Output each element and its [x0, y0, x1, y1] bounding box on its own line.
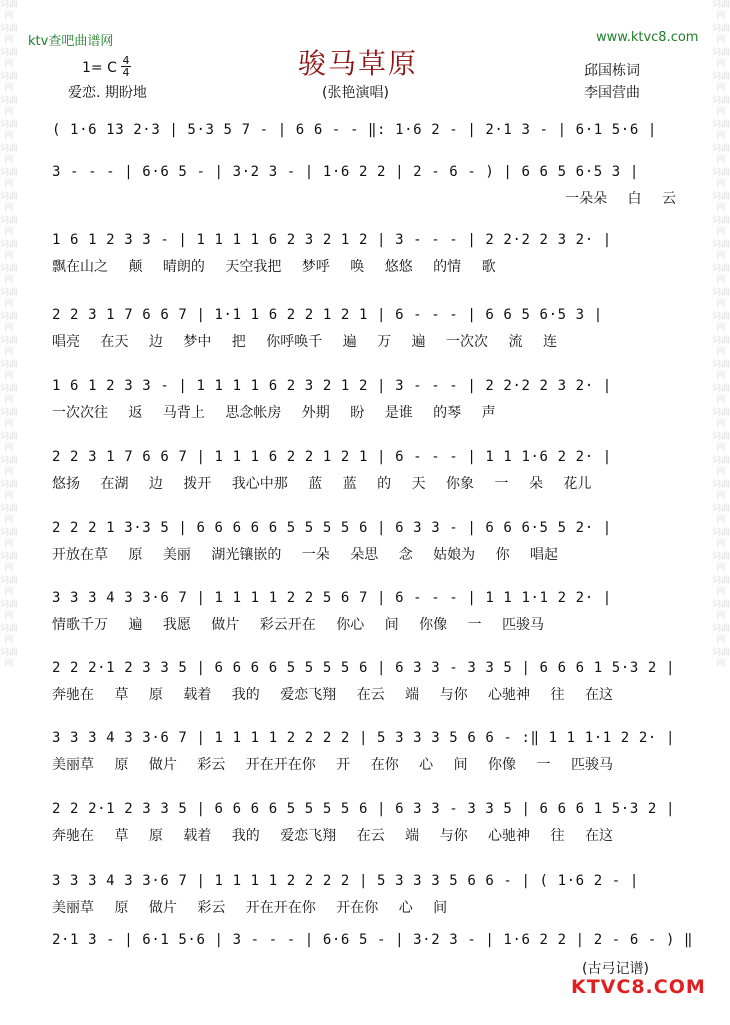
time-signature-bottom: 4	[122, 66, 130, 79]
lyricist-credit: 邱国栋词	[584, 63, 640, 79]
site-name-left[interactable]: ktv查吧曲谱网	[28, 34, 114, 49]
lyrics-row: 情歌千万 遍 我愿 做片 彩云开在 你心 间 你像 一 匹骏马	[52, 617, 545, 633]
transcriber-credit: (古弓记谱)	[582, 961, 649, 977]
lyrics-row: 奔驰在 草 原 载着 我的 爱恋飞翔 在云 端 与你 心驰神 往 在这	[52, 828, 613, 844]
lyrics-row: 飘在山之 颠 晴朗的 天空我把 梦呼 唤 悠悠 的情 歌	[52, 259, 496, 275]
key-signature: 1= C	[82, 60, 117, 76]
notation-row: 1 6 1 2 3 3 - | 1 1 1 1 6 2 3 2 1 2 | 3 - - - | 2 2·2 2 3 2· |	[52, 378, 612, 394]
notation-row: ( 1·6 13 2·3 | 5·3 5 7 - | 6 6 - - ‖: 1·6 2 - | 2·1 3 - | 6·1 5·6 |	[52, 122, 657, 138]
lyrics-row: 奔驰在 草 原 载着 我的 爱恋飞翔 在云 端 与你 心驰神 往 在这	[52, 687, 613, 703]
lyrics-row: 唱亮 在天 边 梦中 把 你呼唤千 遍 万 遍 一次次 流 连	[52, 334, 557, 350]
notation-row: 3 3 3 4 3 3·6 7 | 1 1 1 1 2 2 2 2 | 5 3 3 3 5 6 6 - :‖ 1 1 1·1 2 2· |	[52, 730, 675, 746]
notation-row: 3 3 3 4 3 3·6 7 | 1 1 1 1 2 2 5 6 7 | 6 - - - | 1 1 1·1 2 2· |	[52, 590, 612, 606]
notation-row: 2 2 2·1 2 3 3 5 | 6 6 6 6 5 5 5 5 6 | 6 3 3 - 3 3 5 | 6 6 6 1 5·3 2 |	[52, 801, 675, 817]
notation-row: 1 6 1 2 3 3 - | 1 1 1 1 6 2 3 2 1 2 | 3 - - - | 2 2·2 2 3 2· |	[52, 232, 612, 248]
lyrics-row: 悠扬 在湖 边 拨开 我心中那 蓝 蓝 的 天 你象 一 朵 花儿	[52, 476, 592, 492]
notation-row: 2·1 3 - | 6·1 5·6 | 3 - - - | 6·6 5 - | 3·2 3 - | 1·6 2 2 | 2 - 6 - ) ‖	[52, 932, 694, 948]
site-logo[interactable]: KTVC8.COM	[571, 976, 706, 998]
lyrics-row: 一次次往 返 马背上 思念帐房 外期 盼 是谁 的琴 声	[52, 405, 496, 421]
notation-row: 2 2 3 1 7 6 6 7 | 1 1 1 6 2 2 1 2 1 | 6 - - - | 1 1 1·6 2 2· |	[52, 449, 612, 465]
watermark-left: 词曲网 词曲网 词曲网 词曲网 词曲网 词曲网 词曲网 词曲网 词曲网 词曲网 词曲网 词曲网 词曲网 词曲网 词曲网 词曲网 词曲网 词曲网 词曲网 词曲网 词曲网 词曲网 词曲网 词曲网 词曲网 词曲网 词曲网 词曲网	[0, 0, 18, 669]
song-title: 骏马草原	[298, 47, 419, 80]
lyrics-row: 美丽草 原 做片 彩云 开在开在你 开在你 心 间	[52, 900, 448, 916]
lyrics-row: 开放在草 原 美丽 湖光镶嵌的 一朵 朵思 念 姑娘为 你 唱起	[52, 547, 559, 563]
time-signature-top: 4	[122, 54, 130, 67]
watermark-right: 词曲网 词曲网 词曲网 词曲网 词曲网 词曲网 词曲网 词曲网 词曲网 词曲网 词曲网 词曲网 词曲网 词曲网 词曲网 词曲网 词曲网 词曲网 词曲网 词曲网 词曲网 词曲网 词曲网 词曲网 词曲网 词曲网 词曲网 词曲网	[712, 0, 730, 669]
expression-mark: 爱恋. 期盼地	[68, 85, 147, 101]
notation-row: 3 3 3 4 3 3·6 7 | 1 1 1 1 2 2 2 2 | 5 3 3 3 5 6 6 - | ( 1·6 2 - |	[52, 873, 639, 889]
notation-row: 2 2 3 1 7 6 6 7 | 1·1 1 6 2 2 1 2 1 | 6 - - - | 6 6 5 6·5 3 |	[52, 307, 603, 323]
time-signature	[120, 55, 132, 78]
composer-credit: 李国营曲	[584, 85, 640, 101]
notation-row: 2 2 2·1 2 3 3 5 | 6 6 6 6 5 5 5 5 6 | 6 3 3 - 3 3 5 | 6 6 6 1 5·3 2 |	[52, 660, 675, 676]
site-url-right[interactable]: www.ktvc8.com	[596, 30, 699, 45]
singer-credit: (张艳演唱)	[322, 85, 389, 101]
lyrics-row: 一朵朵 白 云	[565, 191, 676, 207]
notation-row: 3 - - - | 6·6 5 - | 3·2 3 - | 1·6 2 2 | 2 - 6 - ) | 6 6 5 6·5 3 |	[52, 164, 639, 180]
notation-row: 2 2 2 1 3·3 5 | 6 6 6 6 6 5 5 5 5 6 | 6 3 3 - | 6 6 6·5 5 2· |	[52, 520, 612, 536]
lyrics-row: 美丽草 原 做片 彩云 开在开在你 开 在你 心 间 你像 一 匹骏马	[52, 757, 613, 773]
